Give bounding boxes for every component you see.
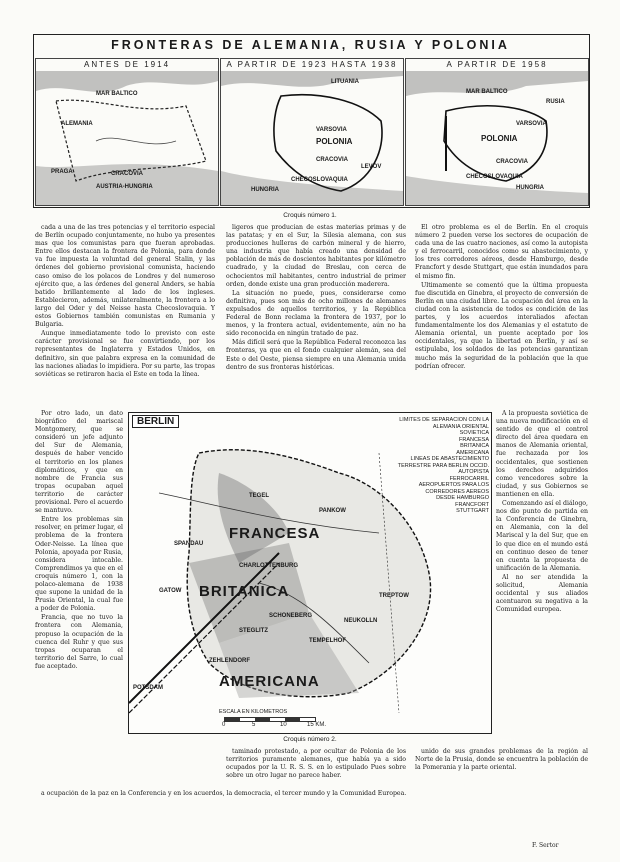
sector-britanica: BRITANICA [199, 583, 290, 600]
column-2-top [226, 224, 406, 408]
caption-croquis-2: Croquis número 2. [283, 736, 337, 743]
column-1-narrow [35, 410, 123, 782]
label-checoslovaquia: CHECOSLOVAQUIA [466, 174, 523, 180]
paragraph: taminado protestado, a por ocultar de Polonia de los territorios puramente alemanes, que había ya a sido ocupados por la U. R. S. S. en lo estipulado Pues sobre sobre un otro lugar no parece haber. [226, 748, 406, 780]
legend-item: CORREDORES AEREOS [425, 488, 489, 495]
paragraph: El otro problema es el de Berlín. En el croquis número 2 pueden verse los sectores de ocupación de cada una de las cuatro naciones, así como la autopista y el ferrocarril, conocidos como su abastecimiento, y los tres corredores aéreos, desde Hamburgo, desde Francfort y desde Stuttgart, que están inundados para el mismo fin. [415, 224, 588, 280]
place-potsdam: POTSDAM [133, 685, 163, 691]
label-cracovia: CRACOVIA [496, 159, 529, 165]
place-tegel: TEGEL [249, 493, 270, 499]
label-polonia: POLONIA [481, 134, 518, 143]
label-hungria: HUNGRIA [251, 187, 279, 193]
berlin-legend [365, 417, 489, 515]
legend-item: FERROCARRIL [449, 475, 489, 482]
paragraph: Francia, que no tuvo la frontera con Alemania, propuso la ocupación de la cuenca del Ruhr y que sus tropas ocuparan el territorio del Sarre, lo cual fue aceptado. [35, 614, 123, 670]
label-cracovia: CRACOVIA [316, 157, 349, 163]
paragraph: A la propuesta soviética de una nueva modificación en el sentido de que el control directo del área quedara en manos de Alemania oriental, fue rechazada por los occidentales, que sostienen los derechos adquiridos como vencedores sobre la ciudad, y sus Gobiernos se mantienen en ella. [496, 410, 588, 498]
place-steglitz: STEGLITZ [239, 628, 268, 634]
column-2-bottom [226, 748, 406, 788]
paragraph: unido de sus grandes problemas de la región al Norte de la Prusia, donde se encuentra la población de la Pomerania y la parte oriental. [415, 748, 588, 772]
paragraph: Entre los problemas sin resolver, en primer lugar, el problema de la frontera Oder-Neisse. La línea que Polonia, apoyada por Rusia, considera intocable. Comprendimos ya que en el croquis número 1, con la polaco-alemana de 1938 que supone la unidad de la Prusia Oriental, la cual fue a poder de Polonia. [35, 516, 123, 613]
label-polonia: POLONIA [316, 137, 353, 146]
place-tempelhof: TEMPELHOF [309, 638, 346, 644]
caption-croquis-1: Croquis número 1. [283, 212, 337, 219]
scale-tick: 0 [222, 722, 226, 728]
paragraph: Ultimamente se comentó que la última propuesta fue discutida en Ginebra, el proyecto de conversión de Berlín en una ciudad libre. La ocupación del área en la ciudad con la asistencia de todos es condición de las partes, y los acuerdos interaliados afectan fundamentalmente los dos Alemanias y el estatuto de Alemania oriental, un puente aceptado por los occidentales, ya que la libertad en Berlín, y así se estipulaba, los soldados de las potencias garantizan mucho más la seguridad de la población que la que podrían ofrecer. [415, 281, 588, 370]
label-lituania: LITUANIA [331, 79, 359, 85]
paragraph: Más difícil será que la República Federal reconozca las fronteras, ya que en el fondo cualquier alemán, sea del Este o del Oeste, piensa siempre en una Alemania unida dentro de sus fronteras históricas. [226, 339, 406, 371]
legend-item: LIMITES DE SEPARACION CON LA [399, 417, 489, 423]
sector-francesa: FRANCESA [229, 525, 321, 542]
label-austria-hungria: AUSTRIA-HUNGRIA [96, 184, 153, 190]
column-3-narrow [496, 410, 588, 782]
legend-item: FRANCFORT [455, 501, 489, 508]
author-signature: F. Sertor [532, 842, 559, 849]
place-zehlendorf: ZEHLENDORF [209, 658, 250, 664]
paragraph: a ocupación de la paz en la Conferencia y en los acuerdos, la democracia, el tercer mundo y la Comunidad Europea. [41, 790, 407, 797]
legend-item: LINEAS DE ABASTECIMIENTO [410, 456, 489, 462]
label-checoslovaquia: CHECOSLOVAQUIA [291, 177, 348, 183]
legend-item: SOVIETICA [459, 430, 489, 436]
map-1923-drawing [221, 71, 403, 205]
paragraph: Al no ser atendida la solicitud, Alemania occidental y sus aliados acentuaron su negativa a la Comunidad europea. [496, 573, 588, 614]
place-treptow: TREPTOW [379, 593, 409, 599]
label-varsovia: VARSOVIA [516, 121, 547, 127]
label-praga: PRAGA [51, 169, 73, 175]
paragraph: Por otro lado, un dato biográfico del mariscal Montgomery, que se consideró un jefe adjunto del Sur de Alemania, después de haber vencido el territorio en los planes diplomáticos, y que en nombre de Francia sus tropas ocupaban aquel territorio de carácter provisional. Pero el acuerdo se mantuvo. [35, 410, 123, 515]
place-neukolln: NEUKOLLN [344, 618, 378, 624]
paragraph: ligeros que producían de estas materias primas y de las patatas; y en el Sur, la Silesia alemana, con sus producciones hulleras de carbón mineral y de hierro, una industria que había creado una densidad de población de más de doscientos habitantes por kilómetro cuadrado, y la ciudad de Breslau, con cerca de ochocientos mil habitantes, centro industrial de primer orden, donde existe una gran producción maderera. [226, 224, 406, 288]
paragraph: Aunque inmediatamente todo lo previsto con este carácter provisional se fue convirtiendo, por los representantes de Inglaterra y Estados Unidos, en definitivo, sin que palabra expresa en la comunidad de las naciones aliadas lo impidiera. Por su parte, las tropas soviéticas se retiraron hacia el Este en toda la línea. [35, 330, 215, 378]
berlin-title: BERLIN [132, 415, 179, 428]
place-schoneberg: SCHONEBERG [269, 613, 313, 619]
map-panel-1958 [405, 58, 589, 206]
berlin-map [128, 412, 492, 734]
paragraph: La situación no puede, pues, considerarse como definitiva, pues son más de ocho millones de alemanes expulsados de aquellos territorios, y la República Federal de Bonn reclama la frontera de 1937, por lo menos, y la frontera actual, evidentemente, aún no ha sido reconocida en ningún tratado de paz. [226, 289, 406, 338]
place-spandau: SPANDAU [174, 541, 204, 547]
column-3-bottom [415, 748, 588, 788]
column-3-top [415, 224, 588, 410]
place-charlottenburg: CHARLOTTENBURG [239, 563, 298, 569]
column-1-top [35, 224, 215, 410]
label-cracovia: CRACOVIA [111, 171, 144, 177]
legend-item: AMERICANA [456, 449, 489, 456]
label-varsovia: VARSOVIA [316, 127, 347, 133]
label-mar-baltico: MAR BALTICO [466, 89, 508, 95]
label-hungria: HUNGRIA [516, 185, 544, 191]
panel-subtitle: A PARTIR DE 1958 [406, 60, 588, 69]
map-panel-1914 [35, 58, 219, 206]
scale-bar [224, 717, 316, 722]
label-levov: LEVOV [361, 164, 382, 170]
bottom-text [35, 790, 588, 835]
paragraph: Comenzando así el diálogo, nos dio punto de partida en la Conferencia de Ginebra, en Alemania, con la del Mariscal y la del Sur, que en lo que dice en el mundo está en continuo deseo de tener en cuenta la propuesta de unificación de la Alemania. [496, 500, 588, 572]
top-map-title: FRONTERAS DE ALEMANIA, RUSIA Y POLONIA [111, 38, 510, 52]
legend-item: ALEMANIA ORIENTAL [432, 423, 489, 430]
scale-tick: 10 [280, 722, 287, 728]
legend-item: STUTTGART [456, 508, 489, 514]
legend-item: AUTOPISTA [458, 469, 489, 475]
label-mar-baltico: MAR BALTICO [96, 91, 138, 97]
label-rusia: RUSIA [546, 99, 565, 105]
panel-subtitle: ANTES DE 1914 [36, 60, 218, 69]
panel-subtitle: A PARTIR DE 1923 HASTA 1938 [221, 60, 403, 69]
legend-item: TERRESTRE PARA BERLIN OCCID. [397, 462, 489, 469]
legend-item: DESDE HAMBURGO [436, 495, 489, 501]
legend-item: AEROPUERTOS PARA LOS [418, 482, 489, 488]
scale-label: ESCALA EN KILOMETROS [219, 709, 288, 715]
scale-tick: 5 [252, 722, 256, 728]
label-alemania: ALEMANIA [61, 121, 93, 127]
place-gatow: GATOW [159, 588, 182, 594]
legend-item: BRITANICA [460, 443, 489, 449]
sector-americana: AMERICANA [219, 673, 320, 690]
place-pankow: PANKOW [319, 508, 346, 514]
paragraph: cada a una de las tres potencias y el territorio especial de Berlín ocupado conjuntamente, no hubo ya presentes mas que los comunistas para que fueran aprobadas. Entre ellos destacan la frontera de Polonia, para donde va fue impuesta la voluntad del general Stalin, y las órdenes del gobierno provisional comunista, haciendo caso omiso de los polacos de Londres y del numeroso ejército que, a las órdenes del general Anders, se había batido brillantemente al lado de los ingleses. Establecieron, además, unilateralmente, la frontera a lo largo del Oder y del Neisse hasta Checoslovaquia. Y estos Gobiernos también comunistas en Rumania y Bulgaria. [35, 224, 215, 329]
map-panel-1923-1938 [220, 58, 404, 206]
scale-tick: 15 KM. [307, 722, 327, 728]
legend-item: FRANCESA [459, 436, 489, 443]
